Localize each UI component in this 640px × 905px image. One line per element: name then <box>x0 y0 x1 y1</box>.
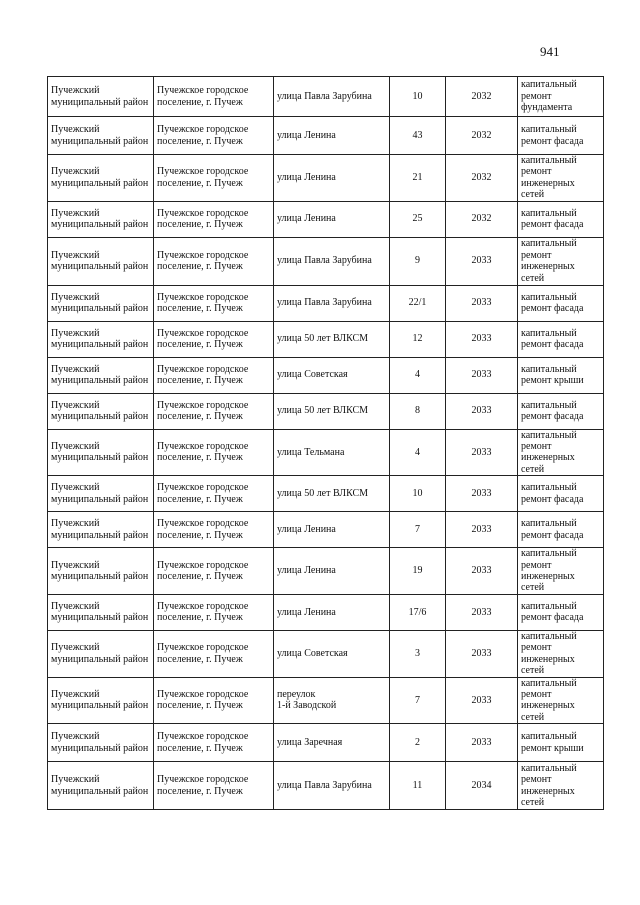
cell-work-type: капитальный ремонт инженерных сетей <box>518 548 604 595</box>
cell-house-number: 2 <box>390 724 446 762</box>
cell-district: Пучежский муниципальный район <box>48 724 154 762</box>
cell-settlement: Пучежское городское поселение, г. Пучеж <box>154 724 274 762</box>
cell-district: Пучежский муниципальный район <box>48 285 154 321</box>
cell-work-type: капитальный ремонт фасада <box>518 285 604 321</box>
cell-house-number: 3 <box>390 630 446 677</box>
cell-district: Пучежский муниципальный район <box>48 201 154 237</box>
cell-settlement: Пучежское городское поселение, г. Пучеж <box>154 77 274 117</box>
cell-year: 2033 <box>446 476 518 512</box>
cell-district: Пучежский муниципальный район <box>48 393 154 429</box>
cell-house-number: 4 <box>390 429 446 476</box>
table-row <box>48 724 604 762</box>
cell-district: Пучежский муниципальный район <box>48 237 154 285</box>
cell-settlement: Пучежское городское поселение, г. Пучеж <box>154 677 274 724</box>
cell-street: переулок 1-й Заводской <box>274 677 390 724</box>
cell-house-number: 10 <box>390 476 446 512</box>
table-row <box>48 630 604 677</box>
table-body <box>48 77 604 810</box>
cell-settlement: Пучежское городское поселение, г. Пучеж <box>154 512 274 548</box>
cell-work-type: капитальный ремонт фасада <box>518 201 604 237</box>
table-row <box>48 201 604 237</box>
cell-settlement: Пучежское городское поселение, г. Пучеж <box>154 630 274 677</box>
cell-year: 2032 <box>446 117 518 155</box>
cell-work-type: капитальный ремонт фасада <box>518 321 604 357</box>
cell-street: улица 50 лет ВЛКСМ <box>274 476 390 512</box>
cell-work-type: капитальный ремонт инженерных сетей <box>518 155 604 202</box>
page-number: 941 <box>540 44 560 59</box>
cell-district: Пучежский муниципальный район <box>48 548 154 595</box>
cell-year: 2033 <box>446 630 518 677</box>
cell-year: 2033 <box>446 429 518 476</box>
cell-work-type: капитальный ремонт крыши <box>518 357 604 393</box>
table-row <box>48 548 604 595</box>
cell-house-number: 10 <box>390 77 446 117</box>
cell-street: улица Советская <box>274 357 390 393</box>
cell-district: Пучежский муниципальный район <box>48 77 154 117</box>
cell-district: Пучежский муниципальный район <box>48 357 154 393</box>
table-row <box>48 237 604 285</box>
table-row <box>48 285 604 321</box>
cell-house-number: 17/6 <box>390 594 446 630</box>
cell-year: 2033 <box>446 393 518 429</box>
cell-work-type: капитальный ремонт инженерных сетей <box>518 630 604 677</box>
cell-year: 2033 <box>446 357 518 393</box>
table-row <box>48 512 604 548</box>
cell-settlement: Пучежское городское поселение, г. Пучеж <box>154 429 274 476</box>
cell-year: 2033 <box>446 594 518 630</box>
cell-settlement: Пучежское городское поселение, г. Пучеж <box>154 393 274 429</box>
cell-street: улица Ленина <box>274 512 390 548</box>
cell-street: улица Ленина <box>274 117 390 155</box>
table-row <box>48 594 604 630</box>
cell-year: 2033 <box>446 321 518 357</box>
cell-settlement: Пучежское городское поселение, г. Пучеж <box>154 357 274 393</box>
cell-house-number: 7 <box>390 512 446 548</box>
cell-work-type: капитальный ремонт фундамента <box>518 77 604 117</box>
cell-house-number: 4 <box>390 357 446 393</box>
cell-year: 2033 <box>446 548 518 595</box>
cell-work-type: капитальный ремонт инженерных сетей <box>518 237 604 285</box>
cell-district: Пучежский муниципальный район <box>48 512 154 548</box>
cell-settlement: Пучежское городское поселение, г. Пучеж <box>154 548 274 595</box>
cell-street: улица Ленина <box>274 155 390 202</box>
cell-settlement: Пучежское городское поселение, г. Пучеж <box>154 155 274 202</box>
cell-street: улица Тельмана <box>274 429 390 476</box>
cell-year: 2032 <box>446 77 518 117</box>
cell-work-type: капитальный ремонт фасада <box>518 393 604 429</box>
cell-settlement: Пучежское городское поселение, г. Пучеж <box>154 285 274 321</box>
cell-work-type: капитальный ремонт фасада <box>518 512 604 548</box>
cell-work-type: капитальный ремонт крыши <box>518 724 604 762</box>
cell-settlement: Пучежское городское поселение, г. Пучеж <box>154 762 274 810</box>
cell-settlement: Пучежское городское поселение, г. Пучеж <box>154 476 274 512</box>
cell-street: улица Павла Зарубина <box>274 285 390 321</box>
table-row <box>48 117 604 155</box>
cell-house-number: 25 <box>390 201 446 237</box>
cell-house-number: 9 <box>390 237 446 285</box>
cell-house-number: 21 <box>390 155 446 202</box>
table-row <box>48 357 604 393</box>
cell-year: 2032 <box>446 201 518 237</box>
cell-house-number: 22/1 <box>390 285 446 321</box>
cell-settlement: Пучежское городское поселение, г. Пучеж <box>154 117 274 155</box>
cell-house-number: 8 <box>390 393 446 429</box>
table-row <box>48 762 604 810</box>
cell-street: улица Павла Зарубина <box>274 237 390 285</box>
cell-street: улица Заречная <box>274 724 390 762</box>
cell-work-type: капитальный ремонт инженерных сетей <box>518 429 604 476</box>
cell-house-number: 43 <box>390 117 446 155</box>
table-row <box>48 393 604 429</box>
cell-street: улица Павла Зарубина <box>274 77 390 117</box>
cell-work-type: капитальный ремонт инженерных сетей <box>518 762 604 810</box>
cell-district: Пучежский муниципальный район <box>48 677 154 724</box>
cell-street: улица Ленина <box>274 201 390 237</box>
cell-work-type: капитальный ремонт фасада <box>518 117 604 155</box>
table-row <box>48 429 604 476</box>
cell-work-type: капитальный ремонт инженерных сетей <box>518 677 604 724</box>
cell-district: Пучежский муниципальный район <box>48 321 154 357</box>
table-row <box>48 155 604 202</box>
cell-house-number: 7 <box>390 677 446 724</box>
cell-settlement: Пучежское городское поселение, г. Пучеж <box>154 237 274 285</box>
table-row <box>48 476 604 512</box>
cell-year: 2033 <box>446 285 518 321</box>
cell-work-type: капитальный ремонт фасада <box>518 594 604 630</box>
cell-street: улица Советская <box>274 630 390 677</box>
cell-house-number: 11 <box>390 762 446 810</box>
cell-settlement: Пучежское городское поселение, г. Пучеж <box>154 594 274 630</box>
cell-street: улица Павла Зарубина <box>274 762 390 810</box>
cell-work-type: капитальный ремонт фасада <box>518 476 604 512</box>
cell-district: Пучежский муниципальный район <box>48 630 154 677</box>
cell-house-number: 19 <box>390 548 446 595</box>
cell-street: улица 50 лет ВЛКСМ <box>274 393 390 429</box>
cell-year: 2033 <box>446 512 518 548</box>
cell-district: Пучежский муниципальный район <box>48 762 154 810</box>
cell-district: Пучежский муниципальный район <box>48 117 154 155</box>
cell-house-number: 12 <box>390 321 446 357</box>
repair-schedule-table <box>47 76 604 810</box>
cell-year: 2033 <box>446 677 518 724</box>
cell-street: улица 50 лет ВЛКСМ <box>274 321 390 357</box>
cell-district: Пучежский муниципальный район <box>48 429 154 476</box>
cell-year: 2033 <box>446 724 518 762</box>
cell-settlement: Пучежское городское поселение, г. Пучеж <box>154 201 274 237</box>
cell-year: 2033 <box>446 237 518 285</box>
cell-district: Пучежский муниципальный район <box>48 594 154 630</box>
cell-settlement: Пучежское городское поселение, г. Пучеж <box>154 321 274 357</box>
cell-year: 2034 <box>446 762 518 810</box>
cell-year: 2032 <box>446 155 518 202</box>
table-row <box>48 321 604 357</box>
cell-street: улица Ленина <box>274 594 390 630</box>
cell-district: Пучежский муниципальный район <box>48 155 154 202</box>
table-row <box>48 77 604 117</box>
cell-street: улица Ленина <box>274 548 390 595</box>
cell-district: Пучежский муниципальный район <box>48 476 154 512</box>
table-row <box>48 677 604 724</box>
